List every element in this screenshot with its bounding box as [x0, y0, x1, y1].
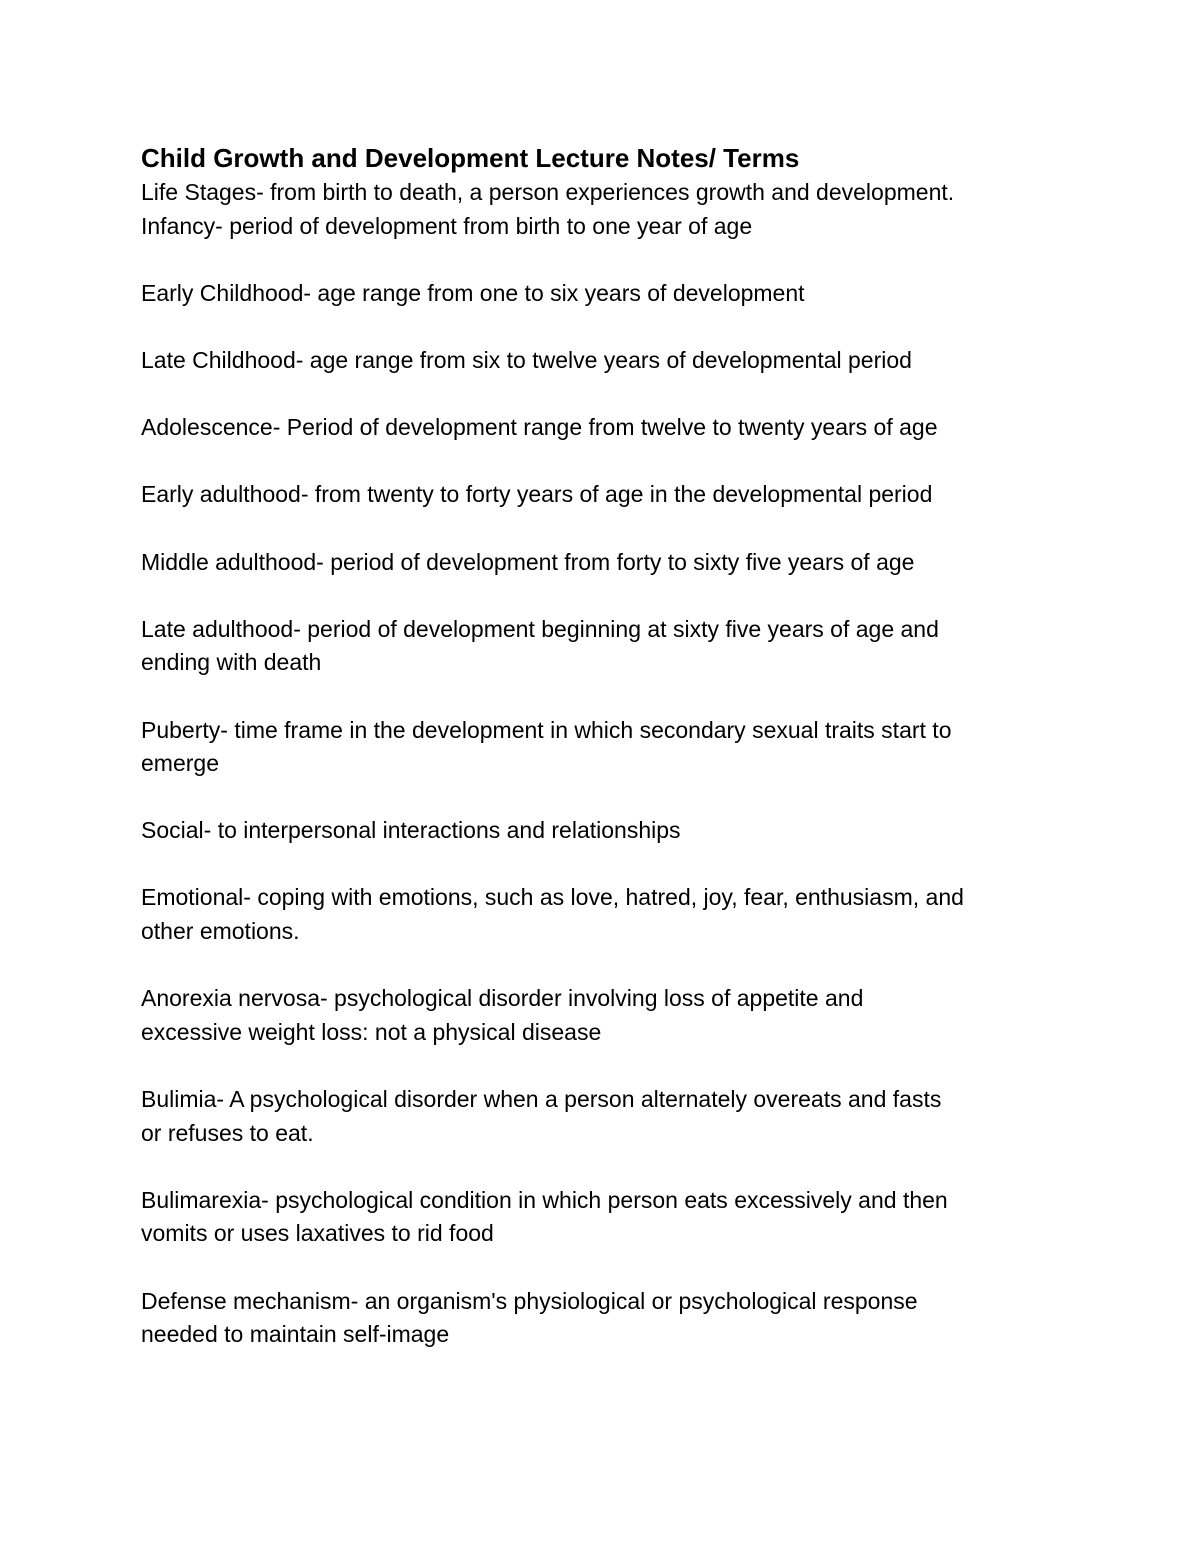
term-line: Bulimarexia- psychological condition in which person eats excessively and then — [141, 1186, 948, 1213]
term-bulimia — [141, 1083, 1081, 1150]
intro-line-infancy: Infancy- period of development from birth to one year of age — [141, 212, 753, 239]
document-title: Child Growth and Development Lecture Notes/ Terms — [141, 143, 800, 173]
term-adolescence — [141, 411, 1081, 445]
term-line: Anorexia nervosa- psychological disorder involving loss of appetite and — [141, 985, 864, 1012]
term-anorexia-nervosa — [141, 982, 1081, 1049]
document-page — [141, 140, 1081, 1352]
term-line: vomits or uses laxatives to rid food — [141, 1220, 494, 1247]
term-social — [141, 814, 1081, 848]
intro-line-life-stages: Life Stages- from birth to death, a person experiences growth and development. — [141, 179, 955, 205]
term-early-adulthood — [141, 478, 1081, 512]
term-line: Early Childhood- age range from one to six years of development — [141, 279, 805, 306]
term-middle-adulthood — [141, 546, 1081, 580]
term-line: Emotional- coping with emotions, such as love, hatred, joy, fear, enthusiasm, and — [141, 884, 964, 911]
term-line: or refuses to eat. — [141, 1119, 314, 1146]
term-line: Defense mechanism- an organism's physiological or psychological response — [141, 1287, 918, 1314]
term-late-childhood — [141, 344, 1081, 378]
term-emotional — [141, 881, 1081, 948]
term-line: ending with death — [141, 649, 322, 676]
term-line: Middle adulthood- period of development from forty to sixty five years of age — [141, 548, 915, 575]
term-line: emerge — [141, 750, 219, 777]
term-line: Puberty- time frame in the development in which secondary sexual traits start to — [141, 716, 952, 743]
term-puberty — [141, 714, 1081, 781]
term-line: Late Childhood- age range from six to twelve years of developmental period — [141, 346, 912, 373]
term-line: needed to maintain self-image — [141, 1321, 450, 1348]
term-line: excessive weight loss: not a physical disease — [141, 1018, 602, 1045]
term-line: Adolescence- Period of development range from twelve to twenty years of age — [141, 414, 938, 441]
term-early-childhood — [141, 277, 1081, 311]
term-late-adulthood — [141, 613, 1081, 680]
term-line: other emotions. — [141, 918, 300, 945]
term-bulimarexia — [141, 1184, 1081, 1251]
term-line: Bulimia- A psychological disorder when a person alternately overeats and fasts — [141, 1086, 942, 1113]
term-defense-mechanism — [141, 1285, 1081, 1352]
term-line: Social- to interpersonal interactions and relationships — [141, 817, 681, 844]
term-line: Early adulthood- from twenty to forty years of age in the developmental period — [141, 481, 933, 508]
term-line: Late adulthood- period of development beginning at sixty five years of age and — [141, 615, 939, 642]
